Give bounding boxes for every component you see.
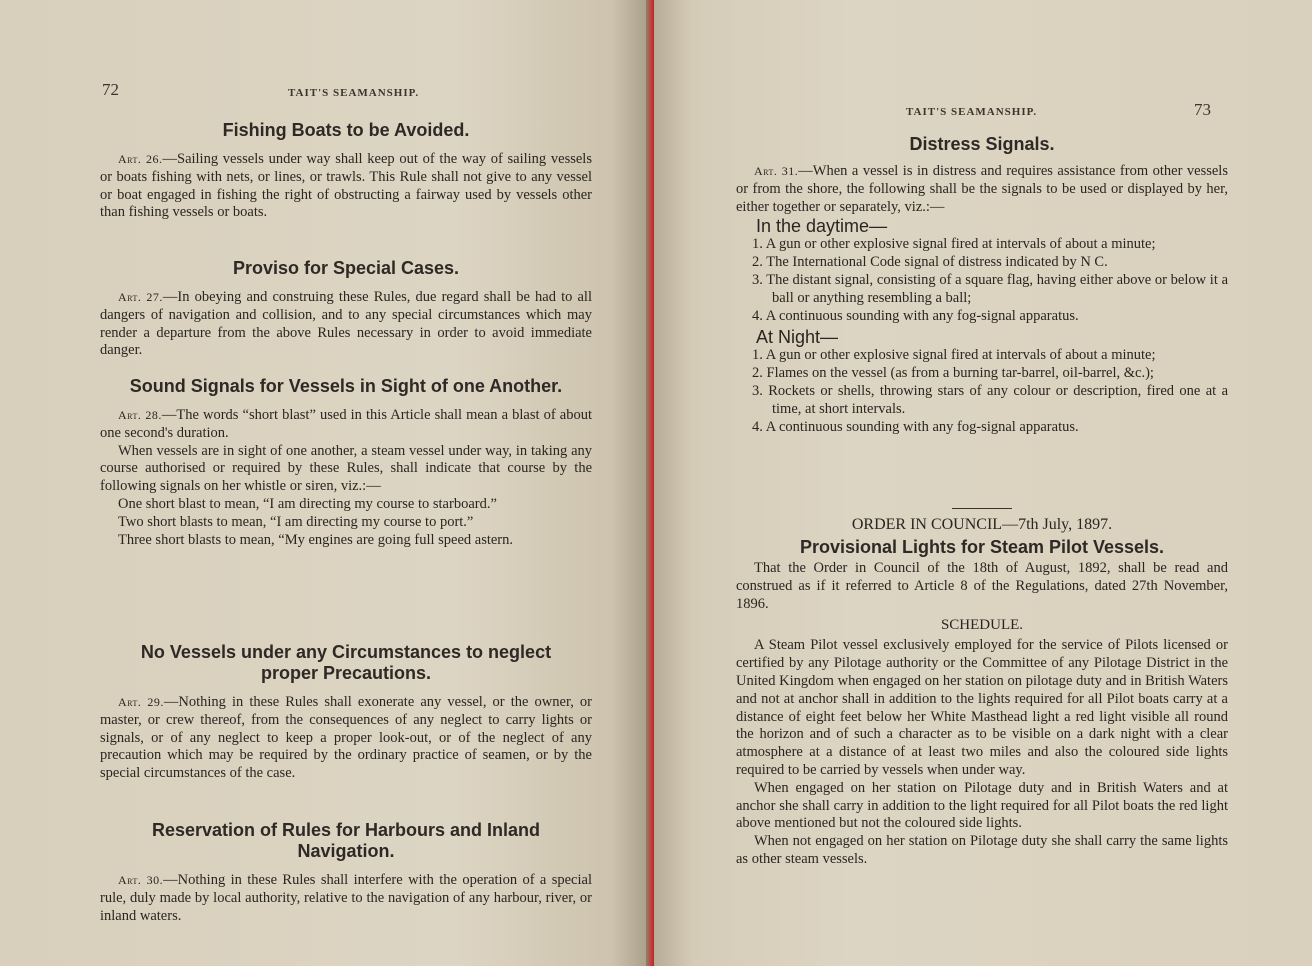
section-heading: Fishing Boats to be Avoided. (222, 120, 470, 140)
section-heading: Provisional Lights for Steam Pilot Vessels. (799, 537, 1165, 557)
list-item: 3. The distant signal, consisting of a square flag, having either above or below it a ball or anything resembling a ball; (752, 271, 1228, 306)
list-item: 1. A gun or other explosive signal fired at intervals of about a minute; (752, 236, 1156, 253)
article-paragraph: Art. 26.—Sailing vessels under way shall keep out of the way of sailing vessels or boats fishing with nets, or lines, or trawls. This Rule shall not give to any vessel or boat engaged in fishing the right of obstructing a fairway used by vessels other than fishing vessels or boats. (100, 151, 592, 221)
daytime-heading: In the daytime— (756, 216, 888, 237)
order-paragraph: That the Order in Council of the 18th of August, 1892, shall be read and construed as if it referred to Article 8 of the Regulations, dated 27th November, 1896. (736, 560, 1228, 612)
article-paragraph: Art. 28.—The words “short blast” used in this Article shall mean a blast of about one second's duration. (100, 407, 592, 441)
article-paragraph: Two short blasts to mean, “I am directing my course to port.” (118, 513, 474, 530)
list-item: 1. A gun or other explosive signal fired at intervals of about a minute; (752, 347, 1156, 364)
schedule-paragraph: When not engaged on her station on Pilotage duty she shall carry the same lights as other steam vessels. (736, 833, 1228, 867)
section-art-29 (100, 642, 592, 783)
article-paragraph: Three short blasts to mean, “My engines are going full speed astern. (118, 531, 514, 548)
article-paragraph: When vessels are in sight of one another, a steam vessel under way, in taking any course authorised or required by these Rules, shall indicate that course by the following signals on her whistle or siren, viz.:— (100, 442, 592, 495)
schedule-title: SCHEDULE. (940, 617, 1024, 634)
section-art-30 (100, 820, 592, 925)
article-paragraph: Art. 31.—When a vessel is in distress and requires assistance from other vessels or from the shore, the following shall be the signals to be used or displayed by her, either together or separately, viz.:— (736, 163, 1228, 215)
section-art-28 (100, 376, 592, 549)
page-number: 73 (1194, 100, 1211, 119)
running-head: TAIT'S SEAMANSHIP. (288, 87, 420, 99)
section-heading: Distress Signals. (909, 134, 1055, 154)
night-heading: At Night— (756, 327, 839, 348)
section-distress-signals (736, 134, 1228, 436)
order-title: ORDER IN COUNCIL—7th July, 1897. (851, 516, 1113, 533)
schedule-paragraph: A Steam Pilot vessel exclusively employed for the service of Pilots licensed or certified by any Pilotage authority or the Committee of any Pilotage District in the United Kingdom when engaged on her station on pilotage duty and in British Waters and not at anchor shall in addition to the lights required for all Pilot boats carry at a distance of eight feet below her White Masthead light a red light visible all round the horizon and of such a character as to be visible on a dark night with a clear atmosphere at a distance of at least two miles and also the coloured side lights required to be carried by vessels when under way. (736, 637, 1228, 778)
article-paragraph: Art. 29.—Nothing in these Rules shall exonerate any vessel, or the owner, or master, or crew thereof, from the consequences of any neglect to carry lights or signals, or of any neglect to keep a proper look-out, or of the neglect of any precaution which may be required by the ordinary practice of seamen, or by the special circumstances of the case. (100, 694, 592, 782)
running-head: TAIT'S SEAMANSHIP. (906, 106, 1038, 118)
article-paragraph: Art. 30.—Nothing in these Rules shall interfere with the operation of a special rule, duly made by local authority, relative to the navigation of any harbour, river, or inland waters. (100, 872, 592, 924)
list-item: 4. A continuous sounding with any fog-signal apparatus. (752, 418, 1079, 435)
list-item: 3. Rockets or shells, throwing stars of any colour or description, fired one at a time, at short intervals. (752, 382, 1228, 417)
list-item: 4. A continuous sounding with any fog-signal apparatus. (752, 307, 1079, 324)
section-heading: Sound Signals for Vessels in Sight of one Another. (129, 376, 563, 396)
section-order-in-council (736, 508, 1228, 869)
schedule-paragraph: When engaged on her station on Pilotage duty and in British Waters and at anchor she shall carry in addition to the light required for all Pilot boats the red light above mentioned but not the coloured side lights. (736, 779, 1228, 832)
section-heading: No Vessels under any Circumstances to neglect proper Precautions. (140, 642, 552, 683)
right-page (654, 0, 1312, 966)
article-paragraph: Art. 27.—In obeying and construing these Rules, due regard shall be had to all dangers of navigation and collision, and to any special circumstances which may render a departure from the above Rules necessary in order to avoid immediate danger. (100, 289, 592, 359)
list-item: 2. The International Code signal of distress indicated by N C. (752, 254, 1108, 271)
section-heading: Proviso for Special Cases. (232, 258, 460, 278)
article-paragraph: One short blast to mean, “I am directing my course to starboard.” (118, 495, 497, 512)
section-art-26 (100, 120, 592, 222)
list-item: 2. Flames on the vessel (as from a burning tar-barrel, oil-barrel, &c.); (752, 365, 1154, 382)
divider (952, 508, 1012, 509)
page-number: 72 (102, 80, 119, 99)
left-page (0, 0, 650, 966)
section-art-27 (100, 258, 592, 360)
section-heading: Reservation of Rules for Harbours and Inland Navigation. (151, 820, 541, 861)
